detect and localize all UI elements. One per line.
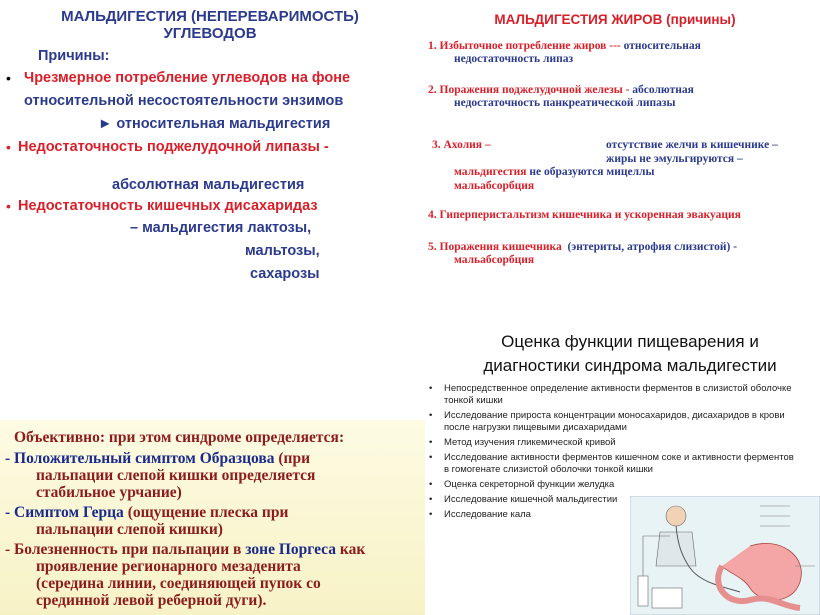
sign-text: (при	[278, 450, 311, 467]
item-text: • Оценка секреторной функции желудка	[444, 479, 615, 490]
fat-maldigestion-panel	[410, 0, 820, 310]
panel-title: МАЛЬДИГЕСТИЯ ЖИРОВ (причины)	[494, 12, 736, 27]
item-text: • Метод изучения гликемической кривой	[444, 437, 616, 448]
list-item	[425, 479, 820, 491]
panel-title	[40, 8, 380, 42]
list-item	[425, 437, 820, 449]
sign-text: пальпации слепой кишки определяется	[36, 467, 316, 484]
title-line: диагностики синдрома мальдигестии	[483, 356, 777, 375]
item-text: мальабсорбция	[454, 180, 535, 192]
sign-text: (ощущение плеска при	[127, 504, 289, 521]
text-line: Недостаточность поджелудочной липазы -	[18, 139, 329, 155]
item-text: абсолютная	[632, 84, 694, 96]
item-text: 4. Гиперперистальтизм кишечника и ускоренная эвакуация	[428, 209, 741, 221]
item-text: • Исследование активности ферментов кишечном соке и активности ферментов в гомогенате слизистой оболочки тонкой кишки	[444, 452, 794, 475]
sign-text: как	[339, 541, 366, 558]
item-text: мальдигестия	[454, 166, 527, 178]
item-text: • Непосредственное определение активности ферментов в слизистой оболочке тонкой кишки	[444, 383, 792, 406]
item-text: недостаточность панкреатической липазы	[454, 97, 676, 109]
title-line: УГЛЕВОДОВ	[163, 25, 257, 42]
item-text: • Исследование кала	[444, 509, 531, 520]
item-text: недостаточность липаз	[454, 53, 574, 65]
text-line: сахарозы	[250, 266, 320, 282]
digestion-assessment-panel	[425, 320, 820, 615]
list-item	[425, 410, 820, 434]
item-text: • Исследование кишечной мальдигестии	[444, 494, 618, 505]
text-line: – мальдигестия лактозы,	[130, 220, 312, 236]
item-text: 3. Ахолия –	[432, 139, 491, 151]
objective-signs-panel	[0, 420, 425, 615]
text-line: относительной несостоятельности энзимов	[24, 93, 344, 109]
panel-heading: Объективно: при этом синдроме определяется:	[14, 429, 345, 446]
title-line: МАЛЬДИГЕСТИЯ (НЕПЕРЕВАРИМОСТЬ)	[61, 8, 359, 25]
causes-label: Причины:	[38, 48, 110, 64]
bullet-icon: •	[6, 198, 11, 214]
text-line: абсолютная мальдигестия	[112, 177, 305, 193]
bullet-icon: •	[6, 70, 11, 86]
item-text: 5. Поражения кишечника	[428, 241, 562, 253]
sign-text: - Симптом Герца	[5, 504, 124, 521]
sign-text: срединной левой реберной дуги).	[36, 592, 267, 609]
sign-text: - Положительный симптом Образцова	[5, 450, 275, 467]
item-text: не образуются мицеллы	[529, 166, 655, 178]
sign-text: (середина линии, соединяющей пупок со	[36, 575, 321, 592]
sign-text: проявление регионарного мезаденита	[36, 558, 301, 575]
sign-text: - Болезненность при пальпации в	[5, 541, 242, 558]
item-text: отсутствие желчи в кишечнике –	[606, 139, 778, 151]
item-text: 2. Поражения поджелудочной железы -	[428, 84, 630, 96]
sign-text: зоне Поргеса	[245, 541, 337, 558]
carbohydrate-maldigestion-panel	[0, 0, 410, 310]
panel-title	[445, 330, 815, 378]
text-line: мальтозы,	[245, 243, 320, 259]
sign-text: стабильное урчание)	[36, 484, 182, 501]
item-text: (энтериты, атрофия слизистой) -	[567, 241, 738, 253]
bullet-icon: •	[6, 139, 11, 155]
item-text: • Исследование прироста концентрации моносахаридов, дисахаридов в крови после нагрузки пищевыми дисахаридами	[444, 410, 785, 433]
digestive-tract-diagram	[630, 496, 820, 615]
text-line: Недостаточность кишечных дисахаридаз	[18, 198, 318, 214]
item-text: жиры не эмульгируются –	[606, 153, 743, 165]
item-text: мальабсорбция	[454, 254, 535, 266]
text-line: Чрезмерное потребление углеводов на фоне	[24, 70, 351, 86]
sign-text: пальпации слепой кишки)	[36, 521, 223, 538]
title-line: Оценка функции пищеварения и	[501, 332, 759, 351]
item-text: 1. Избыточное потребление жиров ---	[428, 40, 621, 52]
item-text: относительная	[623, 40, 701, 52]
list-item	[425, 452, 820, 476]
list-item	[425, 383, 820, 407]
text-line: ► относительная мальдигестия	[98, 116, 331, 132]
